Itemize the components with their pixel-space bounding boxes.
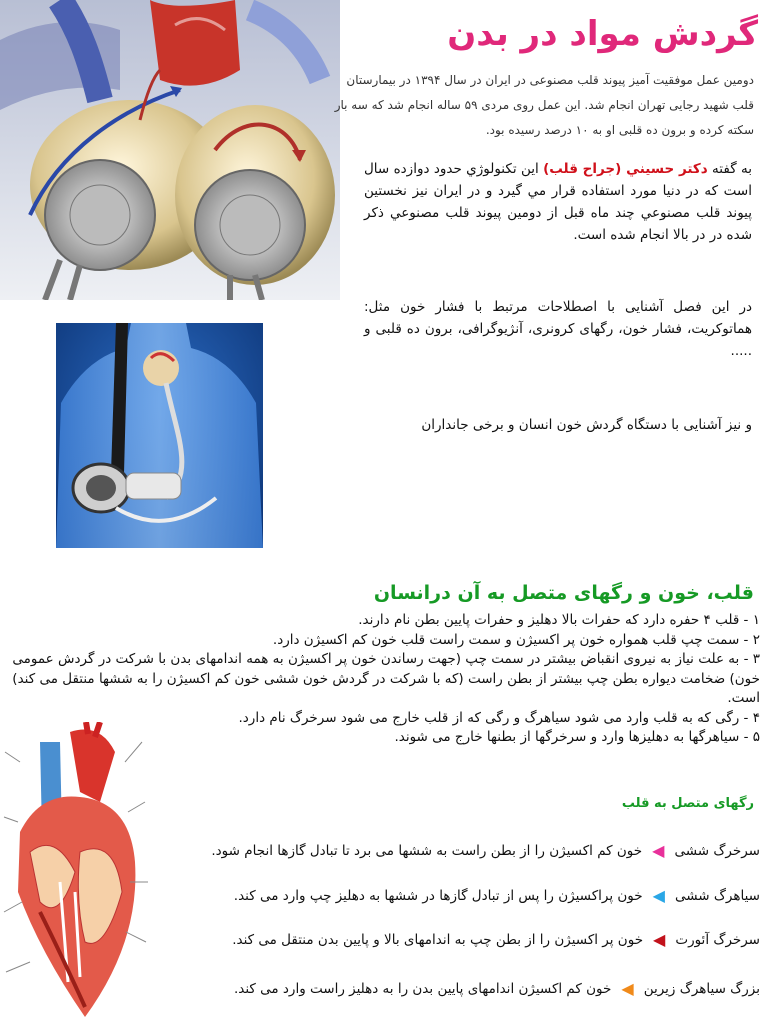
list-item: ۵ - سیاهرگها به دهلیزها وارد و سرخرگها از بطنها خارج می شوند. xyxy=(394,729,760,745)
paragraph-surgeon-post: اين تكنولوژي حدود دوازده سال است كه در دنيا مورد استفاده قرار مي گيرد و در ايران نيز نخستين پيوند قلب مصنوعي چند ماه قبل از دومين پيوند قلب مصنوعي ذكر شده در در بالا انجام شده است. xyxy=(364,161,752,243)
vessel-row-pulmonary-artery xyxy=(150,843,760,859)
paragraph-terms: در این فصل آشنایی با اصطلاحات مرتبط با فشار خون مثل: هماتوکریت، فشار خون، رگهای کرونری، آنژیوگرافی، برون ده قلبی و ..... xyxy=(364,299,752,359)
vessel-name: سیاهرگ ششی xyxy=(674,888,760,904)
vessel-name: بزرگ سیاهرگ زیرین xyxy=(643,981,760,997)
vessel-name: سرخرگ آئورت xyxy=(675,932,760,948)
vessel-description: خون کم اکسیژن را از بطن راست به ششها می برد تا تبادل گازها انجام شود. xyxy=(211,843,643,859)
vessel-row-aorta xyxy=(150,932,760,948)
paragraph-circulation: و نیز آشنایی با دستگاه گردش خون انسان و برخی جانداران xyxy=(421,417,752,433)
intro-text: دومین عمل موفقیت آمیز پیوند قلب مصنوعی در ایران در سال ۱۳۹۴ در بیمارستان قلب شهید رجایی تهران انجام شد. این عمل روی مردی ۵۹ ساله انجام شد که سه بار سکته کرده و برون ده قلبی او به ۱۰ درصد رسیده بود. xyxy=(334,73,754,137)
list-item: ۳ - به علت نیاز به نیروی انقباض بیشتر در سمت چپ (جهت رساندن خون پر اکسیژن به همه اندامهای بدن با شرکت در گردش عمومی خون) ضخامت دیواره بطن چپ بیشتر از بطن راست (که با شرکت در گردش خون ششی خون کم اکسیژن را به ششها منتقل می کند) است. xyxy=(12,651,760,706)
artificial-heart-image xyxy=(0,0,340,300)
paragraph-surgeon xyxy=(364,158,752,246)
red-arrow-icon: ◀ xyxy=(653,930,666,949)
vessel-row-inferior-vena-cava xyxy=(150,981,760,997)
orange-arrow-icon: ◀ xyxy=(621,979,634,998)
list-item: ۴ - رگی که به قلب وارد می شود سیاهرگ و رگی که از قلب خارج می شود سرخرگ نام دارد. xyxy=(238,709,760,726)
page-title: گردش مواد در بدن xyxy=(447,14,758,54)
vessels-subtitle: رگهای متصل به قلب xyxy=(621,796,754,811)
list-item: ۲ - سمت چپ قلب همواره خون پر اکسیژن و سمت راست قلب خون کم اکسیژن دارد. xyxy=(272,631,760,648)
body-implant-image xyxy=(56,323,263,548)
list-item: ۱ - قلب ۴ حفره دارد که حفرات بالا دهلیز و حفرات پایین بطن نام دارند. xyxy=(358,612,760,628)
vessel-name: سرخرگ ششی xyxy=(674,843,760,859)
pink-arrow-icon: ◀ xyxy=(652,841,665,860)
blue-arrow-icon: ◀ xyxy=(652,886,665,905)
heart-anatomy-image xyxy=(0,722,150,1024)
vessel-description: خون پر اکسیژن را از بطن چپ به اندامهای بالا و پایین بدن منتقل می کند. xyxy=(232,932,644,948)
vessel-description: خون کم اکسیژن اندامهای پایین بدن را به دهلیز راست وارد می کند. xyxy=(233,981,612,997)
paragraph-surgeon-pre: به گفته xyxy=(707,161,752,177)
vessel-description: خون پراکسیژن را پس از تبادل گازها در ششها به دهلیز چپ وارد می کند. xyxy=(233,888,643,904)
vessel-row-pulmonary-vein xyxy=(150,888,760,904)
section-title: قلب، خون و رگهای متصل به آن درانسان xyxy=(373,582,754,604)
surgeon-name: دكتر حسيني (جراح قلب) xyxy=(543,161,708,177)
